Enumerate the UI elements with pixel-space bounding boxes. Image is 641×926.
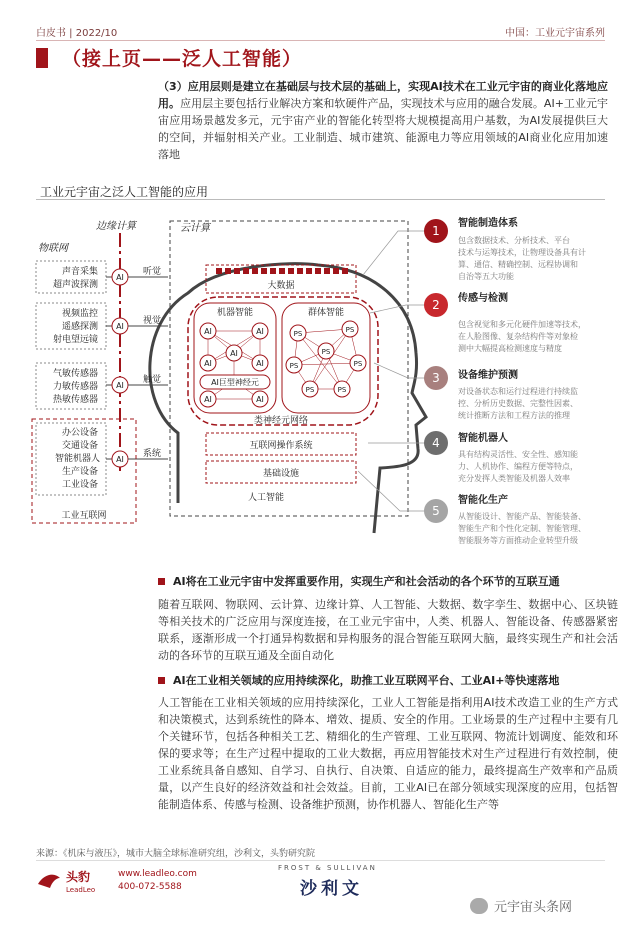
svg-text:AI: AI [256,395,264,404]
svg-text:AI: AI [204,327,212,336]
svg-text:AI: AI [256,327,264,336]
sensor-group-vision [36,303,168,349]
svg-text:1: 1 [432,224,440,238]
svg-text:力、人机协作、编程方便等特点，: 力、人机协作、编程方便等特点， [458,462,578,471]
sensor-group-system [36,423,168,495]
watermark-text: 元宇宙头条网 [494,900,573,915]
source-note: 来源：《机床与液压》，城市大脑全球标准研究组，沙利文，头豹研究院 [36,849,316,859]
svg-text:智能制造体系: 智能制造体系 [458,218,518,229]
figure-divider [36,199,605,200]
page-header [36,24,605,39]
item-1 [424,216,586,281]
ai-core-label: 人工智能 [247,493,285,503]
section-1-heading [158,573,560,589]
svg-text:AI: AI [116,273,124,282]
infra-label: 基础设施 [262,469,300,479]
svg-text:办公设备: 办公设备 [61,428,98,438]
head-outline [150,264,426,533]
svg-text:设备维护预测: 设备维护预测 [458,370,518,381]
svg-text:控、分析历史数据、完整性因素、: 控、分析历史数据、完整性因素、 [458,399,578,408]
svg-text:5: 5 [432,504,440,518]
svg-text:智能机器人: 智能机器人 [54,454,100,464]
edge-label: 边缘计算 [96,221,136,232]
section-1-body: 随着互联网、物联网、云计算、边缘计算、人工智能、大数据、数字孪生、数据中心、区块链等相关技术的广泛应用与深度连接，在工业元宇宙中，人类、机器人、智能设备、传感器紧密联系，逐渐形成一个打通异构数据和异构服务的混合智能互联网大脑，最终实现生产和社会活动的各环节的互联互通及全面自动化 [158,598,618,662]
iot-os-label: 互联网操作系统 [249,441,313,451]
intro-bold: （3）应用层则是建立在基础层与技术层的基础上，实现AI技术在工业元宇宙的商业化落地应用。 [158,80,608,110]
sensor-group-touch [36,363,168,409]
svg-text:智能服务等方面推动企业转型升级: 智能服务等方面推动企业转型升级 [458,536,578,545]
ai-neural-label: AI巨型神经元 [211,378,259,387]
ai-application-diagram [28,203,628,545]
item-4 [424,431,578,483]
svg-text:AI: AI [116,381,124,390]
svg-text:从智能设计、智能产品、智能装备、: 从智能设计、智能产品、智能装备、 [458,512,586,521]
svg-text:传感与检测: 传感与检测 [458,293,508,304]
section-2-marker [158,677,165,684]
section-2-heading-text: AI在工业相关领域的应用持续深化，助推工业互联网平台、工业AI+等快速落地 [173,674,560,687]
cloud-label: 云计算 [180,223,210,234]
svg-text:2: 2 [432,298,440,312]
intro-paragraph [158,78,608,163]
svg-text:智能生产和个性化定制、智能管理、: 智能生产和个性化定制、智能管理、 [458,524,586,533]
svg-text:AI: AI [256,359,264,368]
svg-text:在人脸图像、复杂结构件等对象检: 在人脸图像、复杂结构件等对象检 [458,332,578,341]
iiot-label: 工业互联网 [61,511,107,521]
svg-text:PS: PS [337,386,347,394]
footer-divider [36,860,605,861]
svg-text:力敏传感器: 力敏传感器 [52,382,98,392]
svg-text:算、通信、精确控制、远程协调和: 算、通信、精确控制、远程协调和 [458,260,578,269]
title-marker [36,48,48,68]
svg-text:射电望远镜: 射电望远镜 [52,335,98,345]
svg-text:PS: PS [305,386,315,394]
wechat-icon [470,898,488,914]
svg-text:技术与运筹技术，让物理设备具有计: 技术与运筹技术，让物理设备具有计 [458,248,586,257]
svg-text:遥感探测: 遥感探测 [61,322,98,332]
frost-sullivan-cn: 沙利文 [300,879,363,899]
page-title: （接上页——泛人工智能） [62,48,303,70]
svg-text:工业设备: 工业设备 [61,480,98,490]
swarm-intel-label: 群体智能 [307,308,345,318]
svg-text:头豹: 头豹 [66,870,91,884]
svg-text:3: 3 [432,371,440,385]
svg-text:智能机器人: 智能机器人 [458,433,508,444]
svg-text:PS: PS [289,362,299,370]
svg-text:生产设备: 生产设备 [61,467,98,477]
svg-text:超声波探测: 超声波探测 [52,280,98,290]
svg-text:PS: PS [293,330,303,338]
svg-text:AI: AI [230,349,238,358]
section-2-heading [158,672,559,688]
svg-text:AI: AI [116,455,124,464]
section-2-body: 人工智能在工业相关领域的应用持续深化，工业人工智能是指利用AI技术改造工业的生产方式和决策模式，达到系统性的降本、增效、提质、安全的作用。工业场景的生产过程中主要有几个关键环节，包括各种相关工艺、精细化的生产管理、工业互联网、物流计划调度、能效和环保的要求等；在生产过程中提取的工业大数据，再应用智能技术对生产过程进行有效控制，使工业系统具备自感知、自学习、自执行、自决策、自适应的能力，最终提高生产效率和产品质量，以产生良好的经济效益和社会效益。目前，工业AI已在部分领域实现深度的应用，包括智能制造体系、传感与检测、设备维护预测，协作机器人、智能化生产等 [158,696,618,811]
machine-intel-label: 机器智能 [216,308,254,318]
svg-text:测中大幅提高检测速度与精度: 测中大幅提高检测速度与精度 [458,344,562,353]
svg-text:视觉: 视觉 [143,316,162,326]
leadleo-contact [118,868,197,894]
svg-text:具有结构灵活性、安全性、感知能: 具有结构灵活性、安全性、感知能 [458,450,578,459]
neural-net-label: 类神经元网络 [253,416,309,426]
leadleo-logo [36,866,116,894]
item-3 [424,366,578,420]
svg-text:AI: AI [204,395,212,404]
swarm-nodes [286,321,366,397]
leadleo-phone: 400-072-5588 [118,882,182,892]
svg-text:4: 4 [432,436,440,450]
section-1-marker [158,578,165,585]
svg-text:听觉: 听觉 [143,267,162,277]
svg-text:气敏传感器: 气敏传感器 [52,369,98,379]
svg-text:PS: PS [321,348,331,356]
sensor-group-hearing [36,261,168,293]
item-5 [424,493,586,545]
svg-text:自治等五大功能: 自治等五大功能 [458,272,514,281]
bigdata-box [206,265,356,293]
header-right: 中国：工业元宇宙系列 [505,28,605,39]
figure-title: 工业元宇宙之泛人工智能的应用 [40,185,209,199]
svg-text:LeadLeo: LeadLeo [66,886,96,894]
svg-text:系统: 系统 [143,449,162,459]
bigdata-label: 大数据 [267,281,295,291]
frost-sullivan-en: FROST & SULLIVAN [278,864,377,872]
svg-text:声音采集: 声音采集 [61,267,98,277]
svg-text:AI: AI [204,359,212,368]
svg-text:包含视觉和多元化硬件加速等技术，: 包含视觉和多元化硬件加速等技术， [458,320,586,329]
svg-text:交通设备: 交通设备 [61,441,98,451]
svg-text:统计推断方法和工程方法的推理: 统计推断方法和工程方法的推理 [458,411,570,420]
svg-text:智能化生产: 智能化生产 [458,495,508,506]
svg-text:视频监控: 视频监控 [61,309,98,319]
header-left: 白皮书 | 2022/10 [36,28,118,39]
leadleo-website[interactable]: www.leadleo.com [118,869,197,879]
section-1-heading-text: AI将在工业元宇宙中发挥重要作用，实现生产和社会活动的各个环节的互联互通 [173,575,560,588]
svg-text:PS: PS [353,360,363,368]
svg-text:包含数据技术、分析技术、平台: 包含数据技术、分析技术、平台 [458,236,570,245]
item-2 [424,291,586,353]
svg-text:热敏传感器: 热敏传感器 [52,395,98,405]
svg-text:对设备状态和运行过程进行持续监: 对设备状态和运行过程进行持续监 [458,387,578,396]
svg-text:PS: PS [345,326,355,334]
intro-rest: 应用层主要包括行业解决方案和软硬件产品，实现技术与应用的融合发展。AI+工业元宇宙应用场景越发多元，元宇宙产业的智能化转型将大规模提高用户基数，为AI发展提供巨大的空间，并辐射相关产业。工业制造、城市建筑、能源电力等应用领域的AI商业化应用加速落地 [158,97,609,161]
header-divider [36,40,605,41]
svg-text:充分发挥人类智能及机器人效率: 充分发挥人类智能及机器人效率 [458,474,570,483]
watermark [470,896,572,915]
iot-label: 物联网 [38,243,68,254]
svg-text:触觉: 触觉 [143,375,162,385]
svg-text:AI: AI [116,322,124,331]
